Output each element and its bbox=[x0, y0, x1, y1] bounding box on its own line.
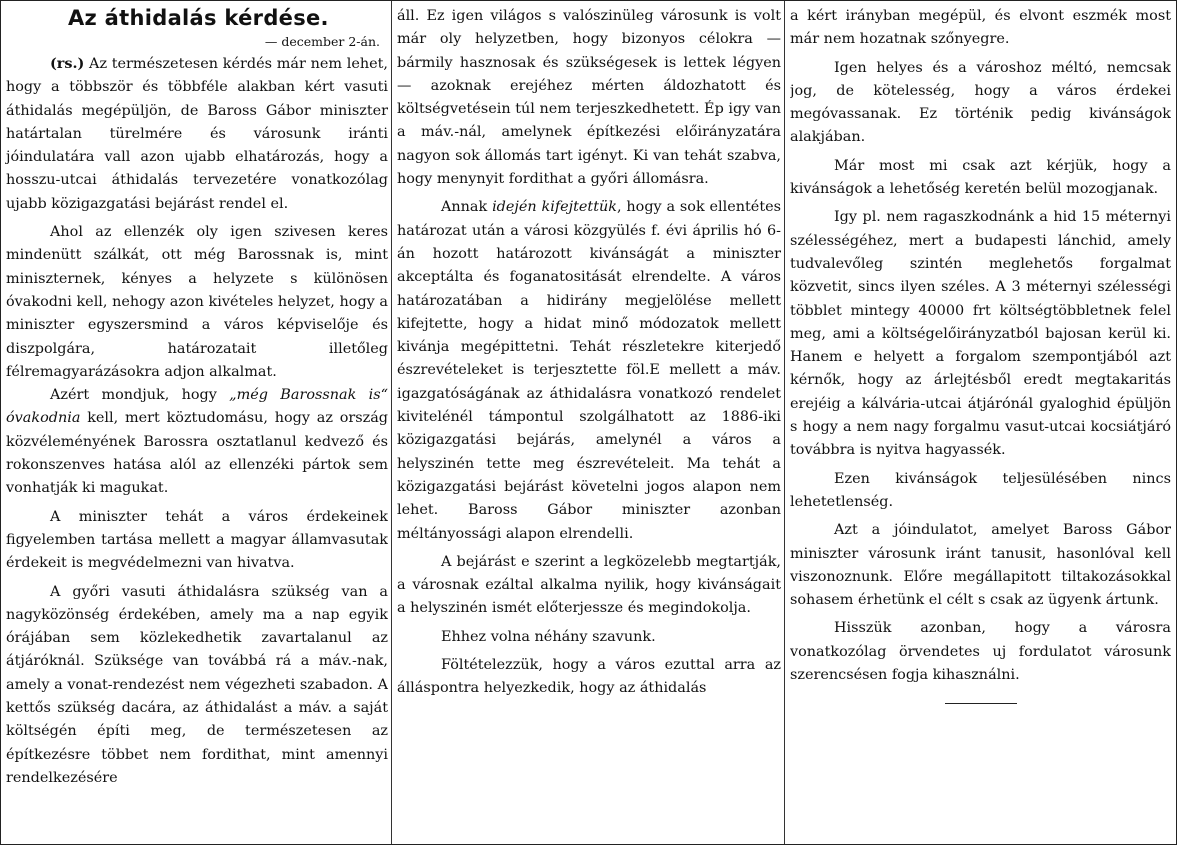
paragraph: A bejárást e szerint a legközelebb megtartják, a városnak ezáltal alkalma nyilik, hogy kivánságait a helyszinén ismét előterjessze és megindokolja. bbox=[397, 553, 781, 617]
paragraph: Ezen kivánságok teljesülésében nincs lehetetlenség. bbox=[790, 470, 1171, 510]
paragraph: Azt a jóindulatot, amelyet Baross Gábor miniszter városunk iránt tanusit, hasonlóval kell viszonoznunk. Előre megállapitott tiltakozásokkal sohasem érhetünk el célt s csak az ügyenk ártunk. bbox=[790, 522, 1171, 609]
paragraph: Igy pl. nem ragaszkodnánk a hid 15 méternyi szélességéhez, mert a budapesti lánchid, amely tudvalevőleg szintén meglehetős forgalmat közvetit, sincs ilyen széles. A 3 méternyi szélességi többlet mintegy 40000 frt költségtöbbletnek felel meg, ami a költségelőirányzatból bajosan kerül ki. Hanem e helyett a forgalom szempontjából azt kérnők, hogy az árlejtésből eredt megtakaritás erejéig a kálvária-utcai átjárónál gyaloghid épüljön s hogy a nem nagy forgalmu vasut-utcai kocsiátjáró továbbra is nyitva hagyassék. bbox=[790, 209, 1171, 459]
article-column-1 bbox=[5, 1, 388, 844]
article-title: Az áthidalás kérdése. bbox=[68, 6, 329, 30]
column-rule bbox=[391, 1, 392, 844]
author-initials: (rs.) bbox=[50, 55, 85, 72]
paragraph: (rs.) Az természetesen kérdés már nem lehet, hogy a többször és többféle alakban kért vasuti áthidalás megépüljön, de Baross Gábor miniszter határtalan türelmére és városunk iránti jóindulatára vall azon ujabb elhatározás, hogy a hosszu-utcai áthidalás tervezetére vonatkozólag ujabb közigazgatási bejárást rendel el. bbox=[6, 55, 388, 212]
paragraph: Már most mi csak azt kérjük, hogy a kivánságok a lehetőség keretén belül mozogjanak. bbox=[790, 157, 1171, 198]
emphasis: idején kifejtettük bbox=[492, 199, 617, 216]
paragraph: Föltételezzük, hogy a város ezuttal arra az álláspontra helyezkedik, hogy az áthidalás bbox=[397, 657, 781, 697]
paragraph: Hisszük azonban, hogy a városra vonatkozólag örvendetes uj fordulatot városunk szerencsésen fogja kihasználni. bbox=[790, 620, 1171, 684]
paragraph: Igen helyes és a városhoz méltó, nemcsak jog, de kötelesség, hogy a város érdekei megóvassanak. Ez történik pedig kivánságok alakjában. bbox=[790, 59, 1171, 146]
paragraph: Ehhez volna néhány szavunk. bbox=[441, 628, 656, 645]
paragraph: Ahol az ellenzék oly igen szivesen keres mindenütt szálkát, ott még Barossnak is, mint miniszternek, kényes a helyzete s különösen óvakodni kell, nehogy azon kivételes helyzet, hogy a miniszter egyszersmind a város képviselője és diszpolgára, határozatait illetőleg félremagyarázásokra adjon alkalmat. bbox=[6, 224, 388, 380]
emphasis: „még Barossnak is“ óvakodnia bbox=[6, 387, 388, 427]
paragraph: A győri vasuti áthidalásra szükség van a nagyközönség érdekében, amely ma a nap egyik órájában sem közlekedhetik zavartalanul az átjáróknál. Szüksége van továbbá rá a máv.-nak, amely a vonat-rendezést nem végezheti szabadon. A kettős szükség dacára, az áthidalást a máv. a saját költségén építi meg, de természetesen az építkezésre többet nem fordithat, mint amennyi rendelkezésére bbox=[6, 583, 388, 786]
article-column-3 bbox=[790, 1, 1171, 844]
paragraph: a kért irányban megépül, és elvont eszmék most már nem hozatnak szőnyegre. bbox=[790, 8, 1171, 48]
column-rule bbox=[784, 1, 785, 844]
article-column-2 bbox=[397, 1, 781, 844]
article-dateline: — december 2-án. bbox=[264, 34, 380, 49]
paragraph: áll. Ez igen világos s valószinüleg városunk is volt már oly helyzetben, hogy bizonyos célokra — bármily hasznosak és szükségesek is lettek légyen — azoknak erejéhez mérten áldozhatott és költségvetésein túl nem terjeszkedhetett. Ép igy van a máv.-nál, amelynek építkezési előirányzatára nagyon sok állomás tart igényt. Ki van tehát szabva, hogy menynyit fordithat a győri állomásra. bbox=[397, 8, 781, 188]
paragraph: A miniszter tehát a város érdekeinek figyelemben tartása mellett a magyar államvasutak érdekeit is megvédelmezni van hivatva. bbox=[6, 508, 388, 572]
paragraph: Azért mondjuk, hogy „még Barossnak is“ óvakodnia kell, mert köztudomásu, hogy az ország közvéleményének Barossra osztatlanul kedvező és rokonszenves hatása alól az ellenzéki pártok sem vonhatják ki magukat. bbox=[6, 387, 388, 497]
paragraph: Annak idején kifejtettük, hogy a sok ellentétes határozat után a városi közgyülés f. évi április hó 6-án hozott határozott kivánságát a miniszter akceptálta és foganatositását elrendelte. A város határozatában a hidirány megjelölése mellett kifejtette, hogy a hidat minő módozatok mellett kivánja megépittetni. Tehát részletekre kiterjedő észrevételeket is terjesztette föl.E mellett a máv. igazgatóságának az áthidalásra vonatkozó rendelet kivitelénél támpontul szolgálhatott az 1886-iki közigazgatási bejárás, amelynél a város a helyszinén tette meg észrevételeit. Ma tehát a közigazgatási bejárást követelni jogos alapon nem lehet. Baross Gábor miniszter azonban méltányossági alapon elrendelli. bbox=[397, 199, 781, 542]
end-rule bbox=[945, 703, 1017, 704]
